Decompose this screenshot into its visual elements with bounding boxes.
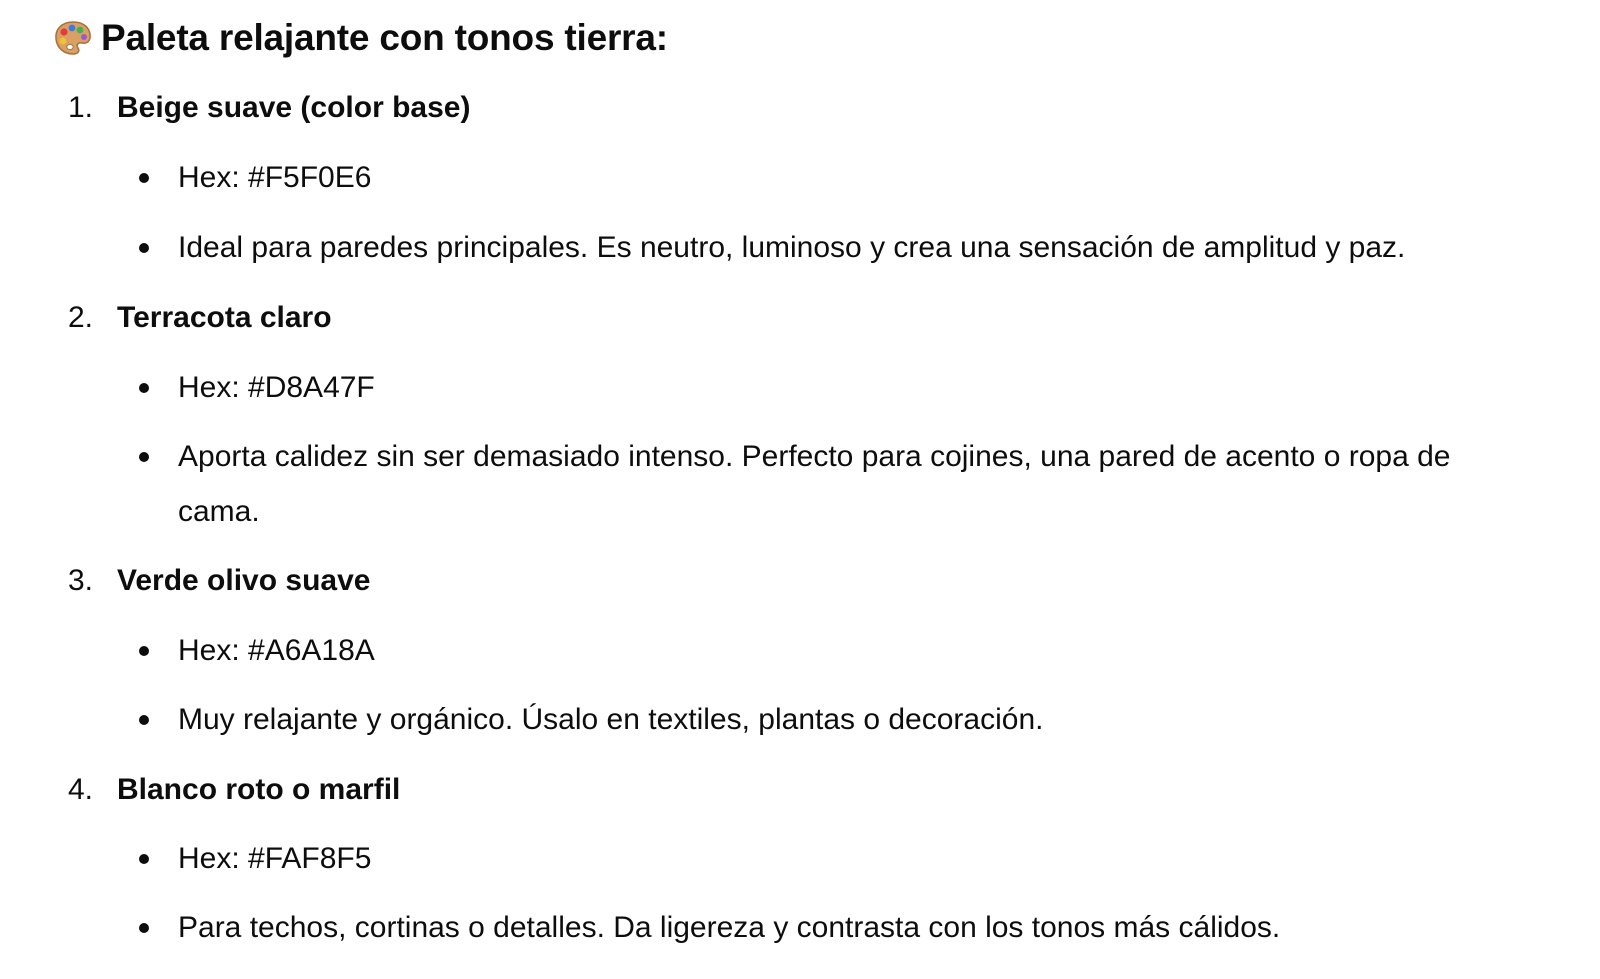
bullet-continuation <box>0 492 1600 532</box>
bullet-item <box>0 437 1600 477</box>
color-name: Beige suave (color base) <box>117 91 471 124</box>
bullet-dot <box>139 646 149 656</box>
item-number: 3. <box>68 564 94 597</box>
heading-text: Paleta relajante con tonos tierra: <box>101 17 668 58</box>
item-number: 2. <box>68 301 94 334</box>
bullet-dot <box>139 452 149 462</box>
color-description: Ideal para paredes principales. Es neutro, luminoso y crea una sensación de amplitud y paz. <box>178 231 1406 264</box>
bullet-item <box>0 631 1600 671</box>
color-description-continued: cama. <box>178 495 260 528</box>
color-description: Aporta calidez sin ser demasiado intenso. Perfecto para cojines, una pared de acento o ropa de <box>178 440 1451 473</box>
list-item <box>0 561 1600 601</box>
color-description: Para techos, cortinas o detalles. Da ligereza y contrasta con los tonos más cálidos. <box>178 911 1281 944</box>
item-number: 4. <box>68 773 94 806</box>
page-heading <box>53 10 668 66</box>
color-name: Blanco roto o marfil <box>117 773 401 806</box>
bullet-item <box>0 839 1600 879</box>
color-description: Muy relajante y orgánico. Úsalo en textiles, plantas o decoración. <box>178 703 1044 736</box>
bullet-dot <box>139 173 149 183</box>
artist-palette-icon <box>53 18 93 58</box>
color-name: Terracota claro <box>117 301 332 334</box>
bullet-dot <box>139 923 149 933</box>
bullet-dot <box>139 243 149 253</box>
bullet-dot <box>139 383 149 393</box>
item-number: 1. <box>68 91 94 124</box>
bullet-item <box>0 908 1600 948</box>
list-item <box>0 770 1600 810</box>
bullet-item <box>0 228 1600 268</box>
bullet-dot <box>139 715 149 725</box>
bullet-item <box>0 368 1600 408</box>
hex-value: Hex: #FAF8F5 <box>178 842 372 875</box>
hex-value: Hex: #A6A18A <box>178 634 375 667</box>
color-name: Verde olivo suave <box>117 564 371 597</box>
list-item <box>0 88 1600 128</box>
hex-value: Hex: #D8A47F <box>178 371 375 404</box>
bullet-dot <box>139 854 149 864</box>
hex-value: Hex: #F5F0E6 <box>178 161 372 194</box>
list-item <box>0 298 1600 338</box>
bullet-item <box>0 700 1600 740</box>
bullet-item <box>0 158 1600 198</box>
